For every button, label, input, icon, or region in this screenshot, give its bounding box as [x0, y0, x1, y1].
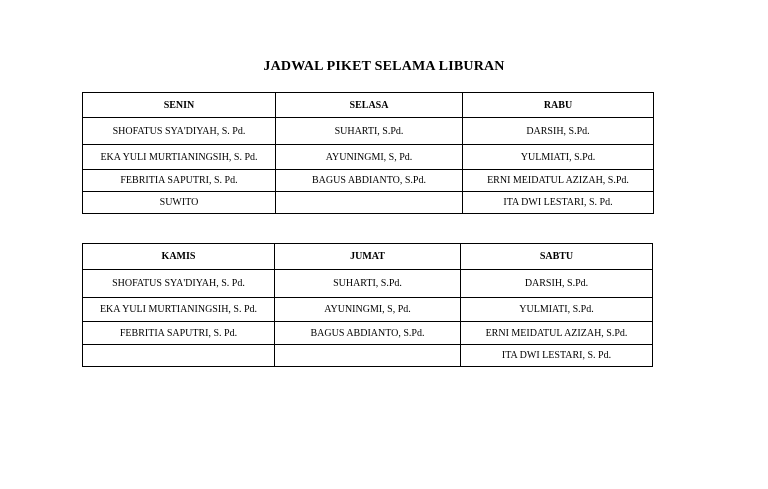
table-row — [83, 170, 654, 192]
table-cell: EKA YULI MURTIANINGSIH, S. Pd. — [83, 298, 275, 322]
table-cell — [275, 345, 461, 367]
table-cell: SUHARTI, S.Pd. — [276, 118, 463, 145]
table-header-row — [83, 244, 653, 270]
column-header-rabu: RABU — [463, 93, 654, 118]
column-header-kamis: KAMIS — [83, 244, 275, 270]
table-cell: ERNI MEIDATUL AZIZAH, S.Pd. — [461, 322, 653, 345]
column-header-selasa: SELASA — [276, 93, 463, 118]
table-row — [83, 145, 654, 170]
table-cell: YULMIATI, S.Pd. — [461, 298, 653, 322]
table-cell: DARSIH, S.Pd. — [463, 118, 654, 145]
column-header-jumat: JUMAT — [275, 244, 461, 270]
table-cell: FEBRITIA SAPUTRI, S. Pd. — [83, 322, 275, 345]
table-row — [83, 298, 653, 322]
table-cell: SHOFATUS SYA'DIYAH, S. Pd. — [83, 270, 275, 298]
page-title: JADWAL PIKET SELAMA LIBURAN — [263, 59, 505, 74]
table-cell: BAGUS ABDIANTO, S.Pd. — [276, 170, 463, 192]
table-cell: AYUNINGMI, S, Pd. — [275, 298, 461, 322]
table-cell: AYUNINGMI, S, Pd. — [276, 145, 463, 170]
table-cell: ITA DWI LESTARI, S. Pd. — [463, 192, 654, 214]
table-cell: BAGUS ABDIANTO, S.Pd. — [275, 322, 461, 345]
table-row — [83, 192, 654, 214]
table-cell: SUWITO — [83, 192, 276, 214]
table-cell: ERNI MEIDATUL AZIZAH, S.Pd. — [463, 170, 654, 192]
table-cell — [276, 192, 463, 214]
table-cell: EKA YULI MURTIANINGSIH, S. Pd. — [83, 145, 276, 170]
table-cell: SUHARTI, S.Pd. — [275, 270, 461, 298]
table-cell: DARSIH, S.Pd. — [461, 270, 653, 298]
table-cell: YULMIATI, S.Pd. — [463, 145, 654, 170]
table-row — [83, 270, 653, 298]
column-header-senin: SENIN — [83, 93, 276, 118]
column-header-sabtu: SABTU — [461, 244, 653, 270]
schedule-table-thu-sat — [82, 243, 653, 367]
table-cell: ITA DWI LESTARI, S. Pd. — [461, 345, 653, 367]
table-cell: SHOFATUS SYA'DIYAH, S. Pd. — [83, 118, 276, 145]
table-row — [83, 118, 654, 145]
table-header-row — [83, 93, 654, 118]
table-cell: FEBRITIA SAPUTRI, S. Pd. — [83, 170, 276, 192]
table-row — [83, 345, 653, 367]
table-cell — [83, 345, 275, 367]
schedule-table-mon-wed — [82, 92, 654, 214]
table-row — [83, 322, 653, 345]
